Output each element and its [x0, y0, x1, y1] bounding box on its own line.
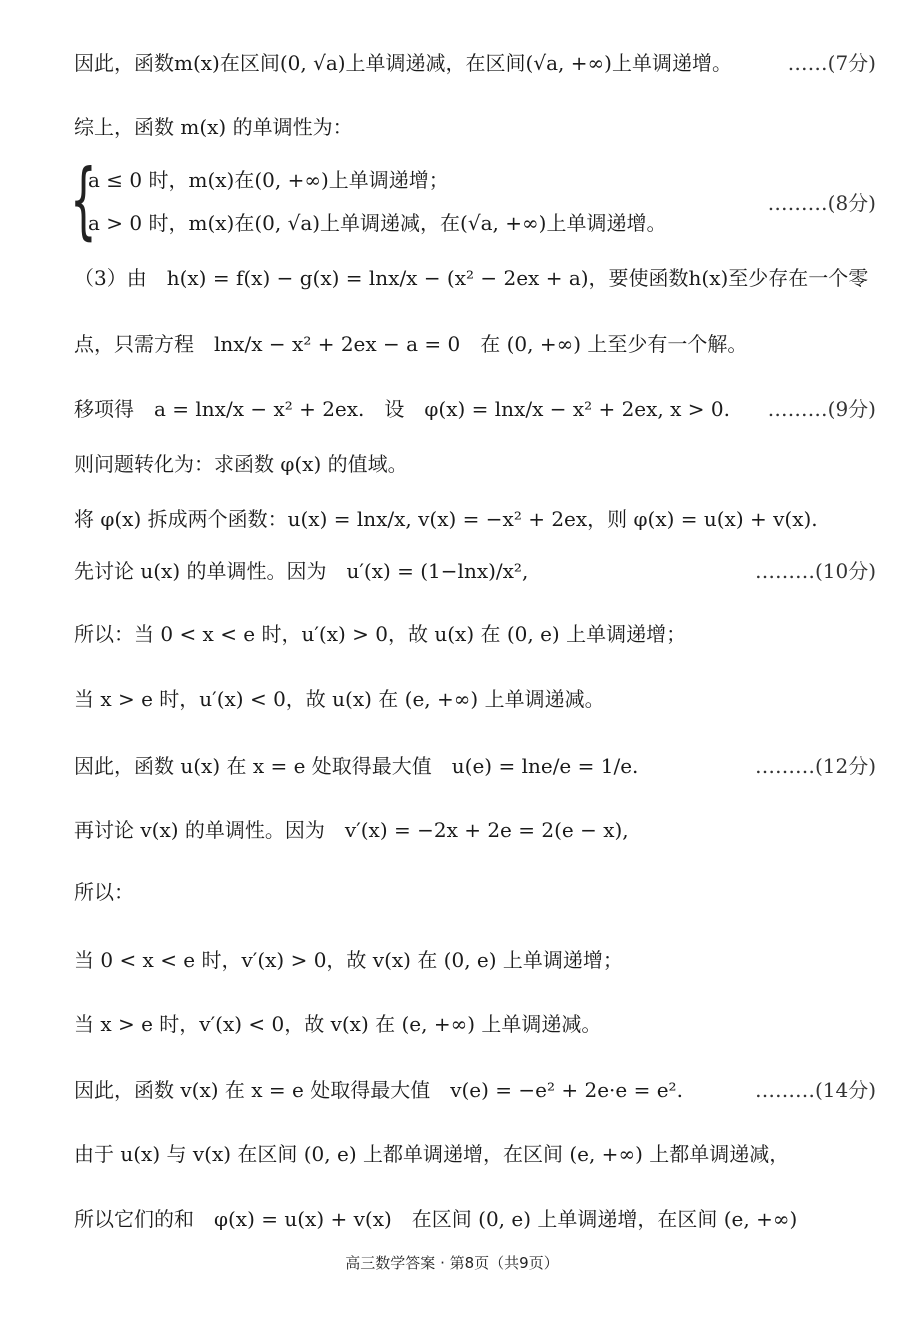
score-mark: ………(9分) [767, 397, 876, 421]
text-line: 点，只需方程 lnx/x − x² + 2ex − a = 0 在 (0, +∞) 上至少有一个解。 [74, 332, 748, 356]
text-line: 综上，函数 m(x) 的单调性为： [74, 115, 353, 139]
score-mark: ………(8分) [767, 191, 876, 215]
case-line: a ≤ 0 时，m(x)在(0, +∞)上单调递增； [88, 168, 449, 192]
text-line: 所以： [74, 880, 134, 904]
text-line: 先讨论 u(x) 的单调性。因为 u′(x) = (1−lnx)/x², ………(10分) [74, 551, 876, 591]
score-mark: ……(7分) [787, 51, 876, 75]
text-line: 则问题转化为：求函数 φ(x) 的值域。 [74, 452, 408, 476]
score-mark: ………(14分) [754, 1078, 876, 1102]
text-line: （3）由 h(x) = f(x) − g(x) = lnx/x − (x² − 2ex + a)，要使函数h(x)至少存在一个零 [74, 266, 869, 290]
case-brace: { [70, 151, 97, 249]
text-line: 当 0 < x < e 时，v′(x) > 0，故 v(x) 在 (0, e) 上单调递增； [74, 948, 623, 972]
text-line: 再讨论 v(x) 的单调性。因为 v′(x) = −2x + 2e = 2(e − x), [74, 818, 629, 842]
text-line: 当 x > e 时，v′(x) < 0，故 v(x) 在 (e, +∞) 上单调递减。 [74, 1012, 602, 1036]
text-line: 由于 u(x) 与 v(x) 在区间 (0, e) 上都单调递增，在区间 (e, +∞) 上都单调递减， [74, 1142, 790, 1166]
case-line: a > 0 时，m(x)在(0, √a)上单调递减，在(√a, +∞)上单调递增。 ………(8分) [88, 203, 876, 243]
page-footer: 高三数学答案 · 第8页（共9页） [345, 1254, 559, 1272]
text-line: 因此，函数 v(x) 在 x = e 处取得最大值 v(e) = −e² + 2e·e = e². ………(14分) [74, 1070, 876, 1110]
text-line: 因此，函数 u(x) 在 x = e 处取得最大值 u(e) = lne/e = 1/e. ………(12分) [74, 746, 876, 786]
text-line: 将 φ(x) 拆成两个函数：u(x) = lnx/x, v(x) = −x² + 2ex，则 φ(x) = u(x) + v(x). [74, 507, 818, 531]
text-line: 所以它们的和 φ(x) = u(x) + v(x) 在区间 (0, e) 上单调递增，在区间 (e, +∞) [74, 1207, 798, 1231]
text-line: 因此，函数m(x)在区间(0, √a)上单调递减，在区间(√a, +∞)上单调递增。 ……(7分) [74, 43, 876, 83]
score-mark: ………(12分) [754, 754, 876, 778]
text-line: 所以：当 0 < x < e 时，u′(x) > 0，故 u(x) 在 (0, e) 上单调递增； [74, 622, 687, 646]
score-mark: ………(10分) [754, 559, 876, 583]
text-line: 移项得 a = lnx/x − x² + 2ex. 设 φ(x) = lnx/x − x² + 2ex, x > 0. ………(9分) [74, 389, 876, 429]
text-line: 当 x > e 时，u′(x) < 0，故 u(x) 在 (e, +∞) 上单调递减。 [74, 687, 605, 711]
